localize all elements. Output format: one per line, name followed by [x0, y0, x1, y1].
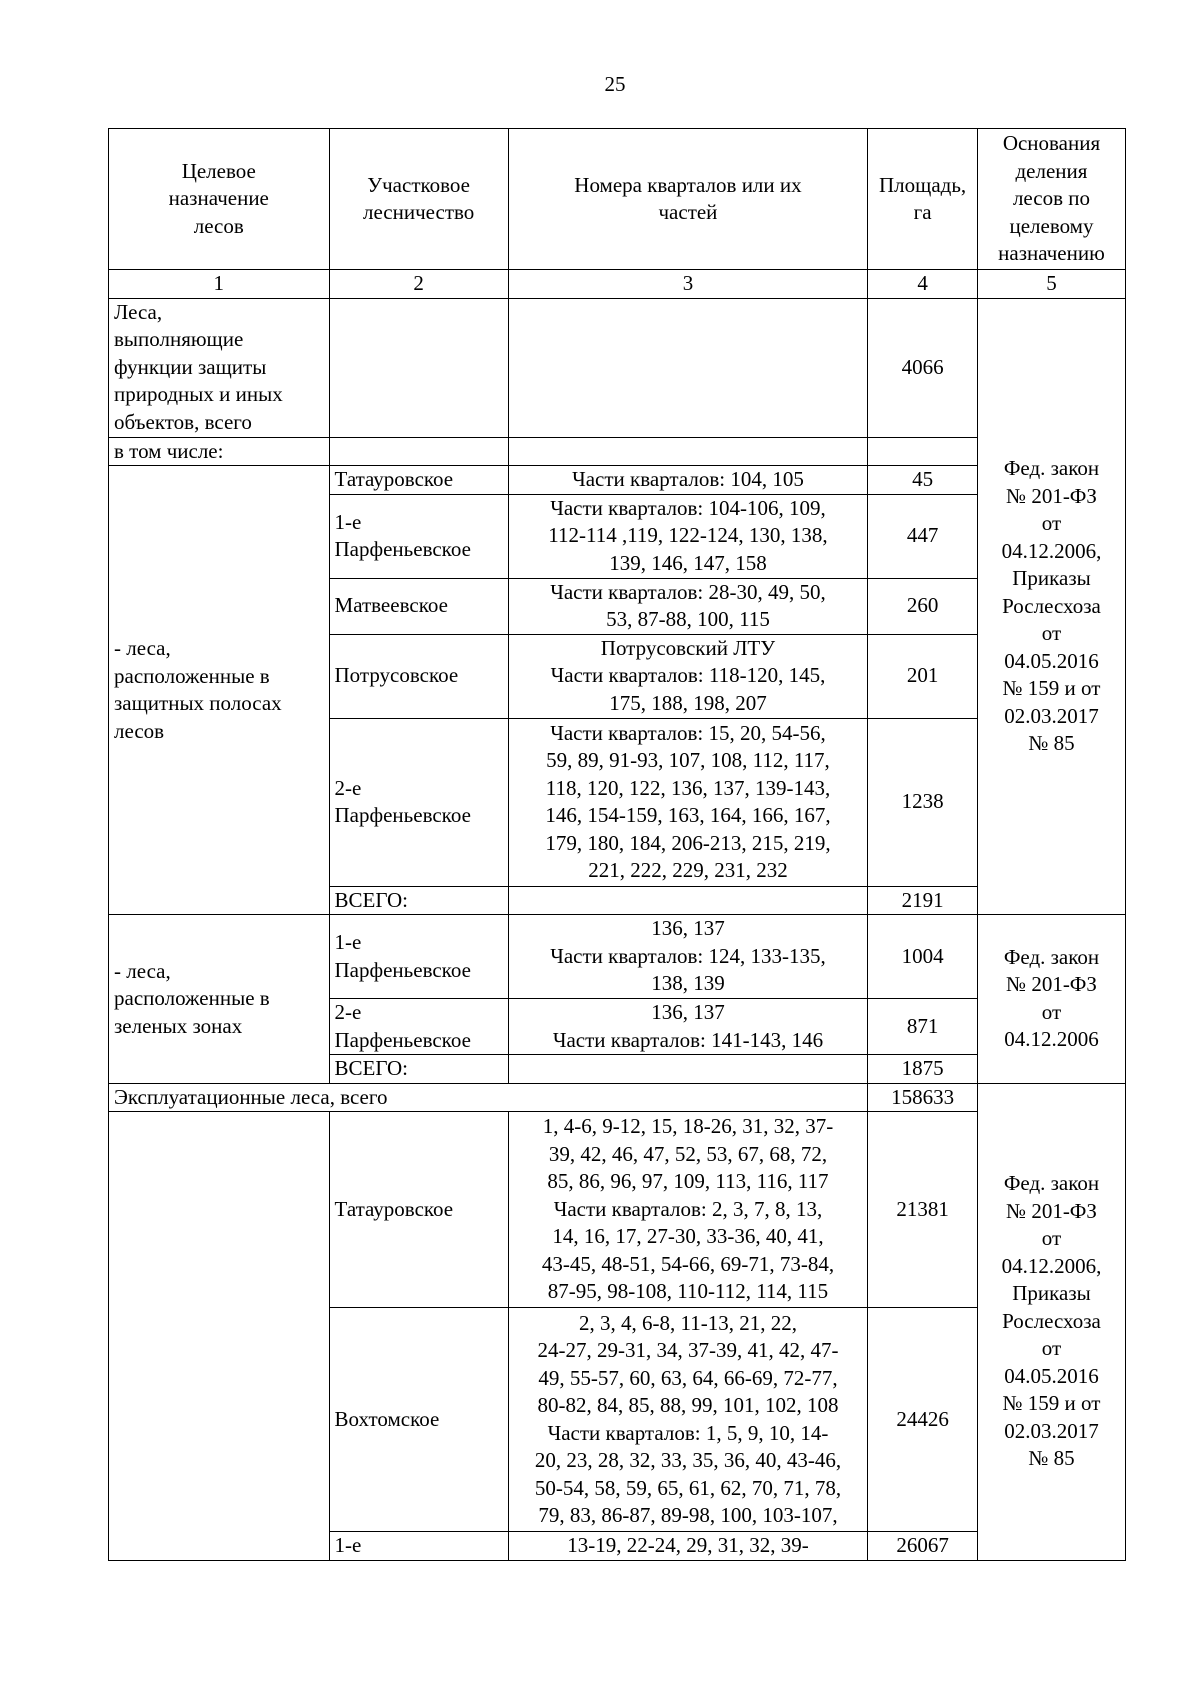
- total-area: 2191: [868, 886, 978, 915]
- exploitation-total-row: [109, 1083, 1126, 1112]
- forestry-name: Вохтомское: [329, 1308, 508, 1532]
- forestry-name: Потрусовское: [329, 634, 508, 718]
- area-value: 1004: [868, 915, 978, 999]
- table-row: [109, 466, 1126, 495]
- protective-title: Леса, выполняющие функции защиты природных и иных объектов, всего: [109, 298, 330, 437]
- protective-basis: Фед. закон № 201-ФЗ от 04.12.2006, Приказы Рослесхоза от 04.05.2016 № 159 и от 02.03.2017 № 85: [977, 298, 1125, 915]
- area-value: 1238: [868, 718, 978, 886]
- col-number: 3: [508, 270, 867, 299]
- header-blocks: Номера кварталов или их частей: [508, 129, 867, 270]
- exploitation-basis: Фед. закон № 201-ФЗ от 04.12.2006, Приказы Рослесхоза от 04.05.2016 № 159 и от 02.03.2017 № 85: [977, 1083, 1125, 1560]
- including-label: в том числе:: [109, 437, 330, 466]
- area-value: 24426: [868, 1308, 978, 1532]
- block-numbers: Потрусовский ЛТУ Части кварталов: 118-120, 145, 175, 188, 198, 207: [508, 634, 867, 718]
- page-number: 25: [604, 72, 626, 96]
- including-row: [109, 437, 1126, 466]
- block-numbers: Части кварталов: 104, 105: [508, 466, 867, 495]
- table-row: [109, 1112, 1126, 1308]
- area-value: 260: [868, 578, 978, 634]
- table-row: [109, 915, 1126, 999]
- block-numbers: 2, 3, 4, 6-8, 11-13, 21, 22, 24-27, 29-31, 34, 37-39, 41, 42, 47- 49, 55-57, 60, 63, 64, 66-69, 72-77, 80-82, 84, 85, 88, 99, 101, 102, 108 Части кварталов: 1, 5, 9, 10, 14- 20, 23, 28, 32, 33, 35, 36, 40, 43-46, 50-54, 58, 59, 65, 61, 62, 70, 71, 78, 79, 83, 86-87, 89-98, 100, 103-107,: [508, 1308, 867, 1532]
- block-numbers: 13-19, 22-24, 29, 31, 32, 39-: [508, 1532, 867, 1561]
- block-numbers: Части кварталов: 28-30, 49, 50, 53, 87-88, 100, 115: [508, 578, 867, 634]
- col-number: 1: [109, 270, 330, 299]
- forestry-name: 1-е Парфеньевское: [329, 494, 508, 578]
- header-basis: Основания деления лесов по целевому назначению: [977, 129, 1125, 270]
- forestry-name: 1-е Парфеньевское: [329, 915, 508, 999]
- forestry-name: Матвеевское: [329, 578, 508, 634]
- col-number: 5: [977, 270, 1125, 299]
- protective-area: 4066: [868, 298, 978, 437]
- forestry-name: Татауровское: [329, 466, 508, 495]
- column-numbers-row: [109, 270, 1126, 299]
- total-label: ВСЕГО:: [329, 1055, 508, 1084]
- header-purpose: Целевое назначение лесов: [109, 129, 330, 270]
- col-number: 4: [868, 270, 978, 299]
- forest-purpose-table: [108, 128, 1126, 1561]
- block-numbers: Части кварталов: 104-106, 109, 112-114 ,119, 122-124, 130, 138, 139, 146, 147, 158: [508, 494, 867, 578]
- area-value: 447: [868, 494, 978, 578]
- forestry-name: 2-е Парфеньевское: [329, 718, 508, 886]
- strips-label: - леса, расположенные в защитных полосах лесов: [109, 466, 330, 915]
- area-value: 45: [868, 466, 978, 495]
- area-value: 26067: [868, 1532, 978, 1561]
- protective-total-row: [109, 298, 1126, 437]
- block-numbers: 136, 137 Части кварталов: 141-143, 146: [508, 999, 867, 1055]
- col-number: 2: [329, 270, 508, 299]
- exploitation-area: 158633: [868, 1083, 978, 1112]
- area-value: 21381: [868, 1112, 978, 1308]
- block-numbers: 136, 137 Части кварталов: 124, 133-135, 138, 139: [508, 915, 867, 999]
- block-numbers: 1, 4-6, 9-12, 15, 18-26, 31, 32, 37- 39, 42, 46, 47, 52, 53, 67, 68, 72, 85, 86, 96, 97, 109, 113, 116, 117 Части кварталов: 2, 3, 7, 8, 13, 14, 16, 17, 27-30, 33-36, 40, 41, 43-45, 48-51, 54-66, 69-71, 73-84, 87-95, 98-108, 110-112, 114, 115: [508, 1112, 867, 1308]
- forestry-name: 1-е: [329, 1532, 508, 1561]
- green-basis: Фед. закон № 201-ФЗ от 04.12.2006: [977, 915, 1125, 1084]
- total-label: ВСЕГО:: [329, 886, 508, 915]
- header-area: Площадь, га: [868, 129, 978, 270]
- area-value: 871: [868, 999, 978, 1055]
- exploitation-title: Эксплуатационные леса, всего: [109, 1083, 868, 1112]
- forestry-name: 2-е Парфеньевское: [329, 999, 508, 1055]
- header-forestry: Участковое лесничество: [329, 129, 508, 270]
- total-area: 1875: [868, 1055, 978, 1084]
- forestry-name: Татауровское: [329, 1112, 508, 1308]
- block-numbers: Части кварталов: 15, 20, 54-56, 59, 89, 91-93, 107, 108, 112, 117, 118, 120, 122, 136, 137, 139-143, 146, 154-159, 163, 164, 166, 167, 179, 180, 184, 206-213, 215, 219, 221, 222, 229, 231, 232: [508, 718, 867, 886]
- area-value: 201: [868, 634, 978, 718]
- green-label: - леса, расположенные в зеленых зонах: [109, 915, 330, 1084]
- header-row: [109, 129, 1126, 270]
